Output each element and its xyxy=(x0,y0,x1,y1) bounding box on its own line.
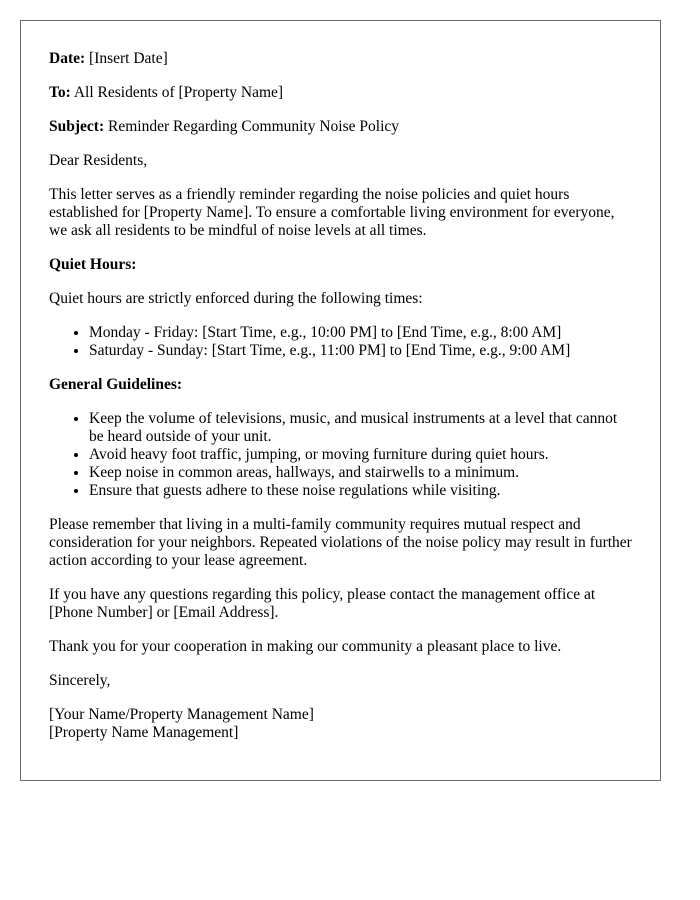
intro-paragraph: This letter serves as a friendly reminder regarding the noise policies and quiet hours established for [Property Name]. To ensure a comfortable living environment for everyone, we ask all residents to be mindful of noise levels at all times. xyxy=(49,186,615,239)
list-item: • Saturday - Sunday: [Start Time, e.g., 11:00 PM] to [End Time, e.g., 9:00 AM] xyxy=(89,342,632,360)
recipient-label: To: xyxy=(49,84,71,101)
letter-container xyxy=(20,20,661,781)
list-item: • Ensure that guests adhere to these noise regulations while visiting. xyxy=(89,482,632,500)
quiet-hours-heading: Quiet Hours: xyxy=(49,256,137,273)
subject-label: Subject: xyxy=(49,118,105,135)
respect-paragraph: Please remember that living in a multi-family community requires mutual respect and consideration for your neighbors. Repeated violations of the noise policy may result in further action according to your lease agreement. xyxy=(49,516,632,569)
guidelines-heading: General Guidelines: xyxy=(49,376,183,393)
signature-name: [Your Name/Property Management Name] xyxy=(49,706,314,723)
guidelines-list xyxy=(49,410,632,500)
quiet-hours-list xyxy=(49,324,632,360)
date-line xyxy=(49,50,632,68)
salutation: Dear Residents, xyxy=(49,152,148,169)
recipient-line xyxy=(49,84,632,102)
thanks-paragraph: Thank you for your cooperation in making our community a pleasant place to live. xyxy=(49,638,562,655)
quiet-hours-intro: Quiet hours are strictly enforced during the following times: xyxy=(49,290,423,307)
list-item: • Keep noise in common areas, hallways, and stairwells to a minimum. xyxy=(89,464,632,482)
recipient-value: All Residents of [Property Name] xyxy=(73,84,284,101)
list-item: • Keep the volume of televisions, music, and musical instruments at a level that cannot be heard outside of your unit. xyxy=(89,410,632,446)
date-label: Date: xyxy=(49,50,86,67)
list-item: • Monday - Friday: [Start Time, e.g., 10:00 PM] to [End Time, e.g., 8:00 AM] xyxy=(89,324,632,342)
subject-value: Reminder Regarding Community Noise Policy xyxy=(107,118,400,135)
signature-block xyxy=(49,706,632,742)
closing: Sincerely, xyxy=(49,672,111,689)
contact-paragraph: If you have any questions regarding this policy, please contact the management office at [Phone Number] or [Email Address]. xyxy=(49,586,596,621)
subject-line xyxy=(49,118,632,136)
signature-organization: [Property Name Management] xyxy=(49,724,239,741)
date-value: [Insert Date] xyxy=(89,50,168,67)
list-item: • Avoid heavy foot traffic, jumping, or moving furniture during quiet hours. xyxy=(89,446,632,464)
